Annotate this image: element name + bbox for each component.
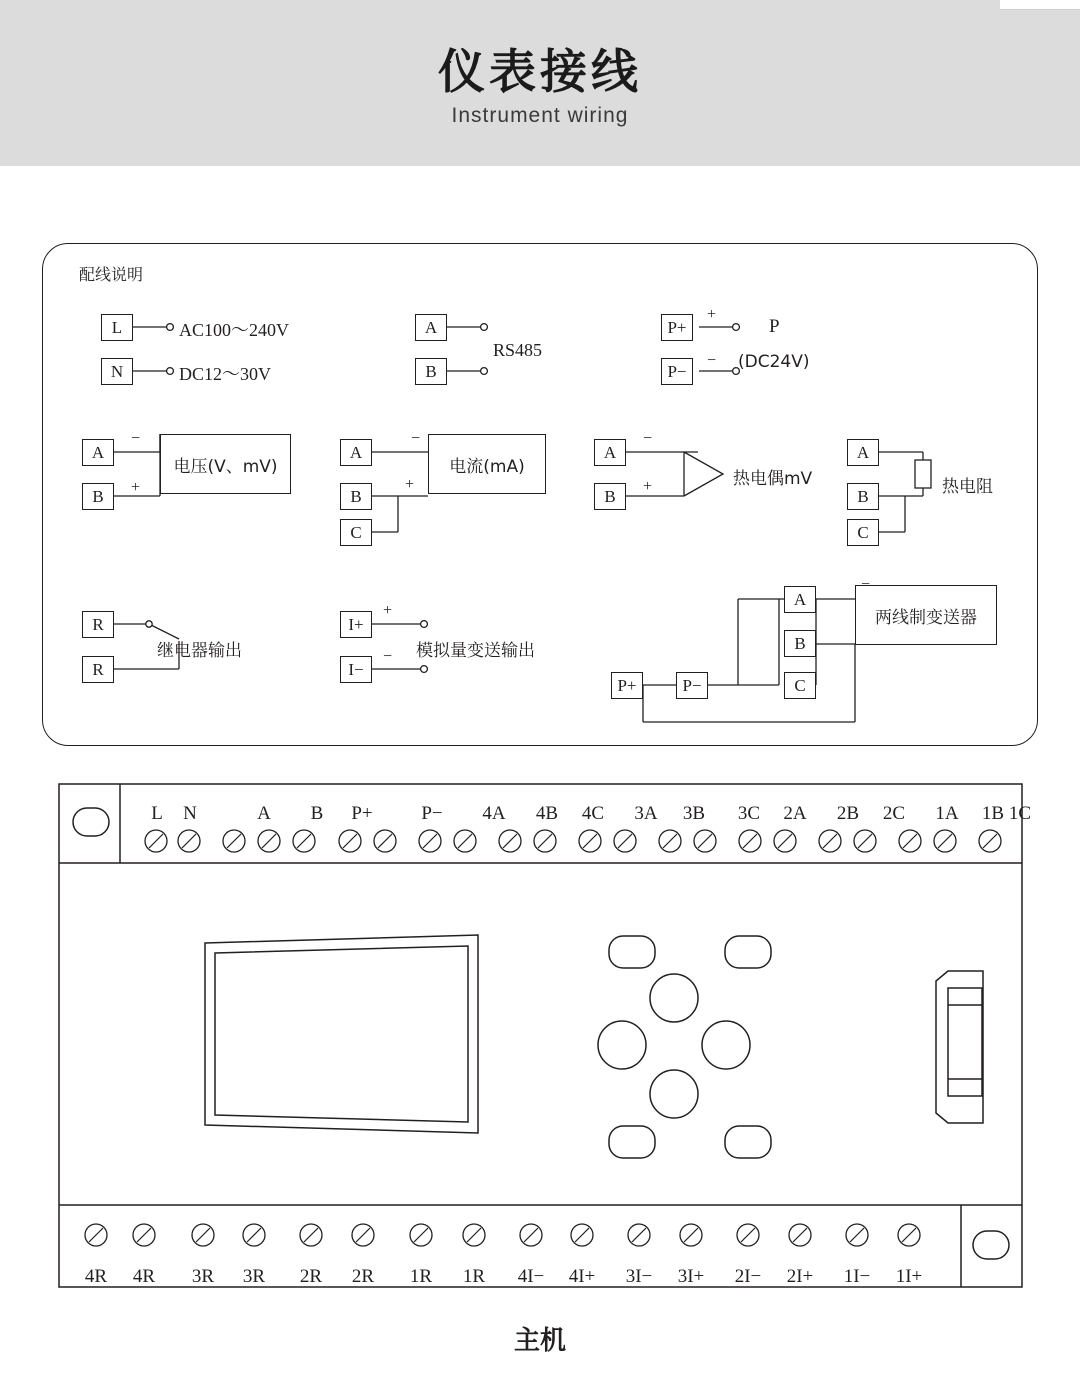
top-terminal-label: A — [257, 803, 271, 824]
terminal-rtd-b: B — [847, 483, 879, 510]
terminal-2w-pplus: P+ — [611, 672, 643, 699]
top-terminal-label: 4A — [482, 803, 506, 824]
terminal-current-b: B — [340, 483, 372, 510]
sign-supply-plus: + — [707, 306, 717, 323]
block-two-wire-transmitter: 两线制变送器 — [855, 585, 997, 645]
top-terminal-label: L — [151, 803, 163, 824]
top-terminal-label: B — [310, 803, 324, 824]
page-header — [0, 10, 1080, 166]
terminal-2w-c: C — [784, 672, 816, 699]
bottom-terminal-label: 4R — [132, 1266, 156, 1287]
bottom-terminal-label: 1R — [409, 1266, 433, 1287]
device-caption: 主机 — [513, 1326, 566, 1356]
bottom-terminal-label: 2I+ — [786, 1266, 814, 1287]
terminal-2w-pminus: P− — [676, 672, 708, 699]
terminal-2w-a: A — [784, 586, 816, 613]
terminal-rtd-c: C — [847, 519, 879, 546]
sign-voltage-plus: + — [131, 479, 141, 496]
bottom-terminal-label: 3I− — [625, 1266, 653, 1287]
label-thermocouple: 热电偶mV — [733, 469, 813, 489]
label-rtd: 热电阻 — [942, 477, 993, 497]
terminal-L: L — [101, 314, 133, 341]
device-svg — [58, 783, 1023, 1288]
bottom-terminal-label: 3R — [242, 1266, 266, 1287]
terminal-p-minus: P− — [661, 358, 693, 385]
label-dc-range: DC12～30V — [179, 364, 272, 384]
bottom-terminal-label: 1I+ — [895, 1266, 923, 1287]
bottom-terminal-label: 2I− — [734, 1266, 762, 1287]
panel-title: 配线说明 — [79, 265, 144, 284]
label-analog-output: 模拟量变送输出 — [416, 641, 535, 661]
terminal-N: N — [101, 358, 133, 385]
label-supply-p: P — [769, 316, 780, 337]
terminal-current-c: C — [340, 519, 372, 546]
terminal-relay-r2: R — [82, 656, 114, 683]
terminal-voltage-b: B — [82, 483, 114, 510]
top-gray-strip — [0, 0, 1080, 10]
top-terminal-label: 4B — [535, 803, 559, 824]
top-terminal-label: 4C — [581, 803, 605, 824]
bottom-terminal-label: 2R — [351, 1266, 375, 1287]
block-current: 电流(mA) — [428, 434, 546, 494]
top-terminal-label: N — [183, 803, 197, 824]
bottom-terminal-label: 1I− — [843, 1266, 871, 1287]
terminal-current-a: A — [340, 439, 372, 466]
sign-current-plus: + — [405, 476, 415, 493]
bottom-terminal-label: 1R — [462, 1266, 486, 1287]
label-supply-dc24v: (DC24V) — [738, 352, 810, 372]
device-illustration — [58, 783, 1032, 1288]
sign-supply-minus: − — [707, 352, 717, 369]
bottom-terminal-label: 3I+ — [677, 1266, 705, 1287]
top-terminal-label: 2A — [783, 803, 807, 824]
terminal-tc-b: B — [594, 483, 626, 510]
wiring-instruction-panel — [42, 243, 1038, 746]
sign-analog-minus: − — [383, 648, 393, 665]
label-relay-output: 继电器输出 — [157, 641, 242, 661]
top-terminal-label: 3B — [682, 803, 706, 824]
sign-voltage-minus: − — [131, 430, 141, 447]
label-rs485: RS485 — [493, 340, 543, 360]
top-terminal-label: 2B — [836, 803, 860, 824]
bottom-terminal-label: 4I+ — [568, 1266, 596, 1287]
bottom-terminal-label: 4R — [84, 1266, 108, 1287]
top-terminal-label: P− — [421, 803, 443, 824]
top-terminal-label: P+ — [351, 803, 373, 824]
terminal-voltage-a: A — [82, 439, 114, 466]
top-terminal-label: 1B — [981, 803, 1005, 824]
terminal-rtd-a: A — [847, 439, 879, 466]
terminal-rs485-a: A — [415, 314, 447, 341]
terminal-relay-r1: R — [82, 611, 114, 638]
bottom-terminal-label: 2R — [299, 1266, 323, 1287]
block-voltage: 电压(V、mV) — [160, 434, 291, 494]
terminal-p-plus: P+ — [661, 314, 693, 341]
top-terminal-label: 2C — [882, 803, 906, 824]
page-title-cn: 仪表接线 — [438, 45, 642, 101]
label-ac-range: AC100～240V — [179, 320, 290, 340]
sign-analog-plus: + — [383, 602, 393, 619]
terminal-iplus: I+ — [340, 611, 372, 638]
top-right-white-tab — [1000, 0, 1080, 10]
sign-tc-minus: − — [643, 430, 653, 447]
page-title-en: Instrument wiring — [451, 103, 629, 127]
terminal-iminus: I− — [340, 656, 372, 683]
terminal-rs485-b: B — [415, 358, 447, 385]
sign-tc-plus: + — [643, 478, 653, 495]
sign-current-minus: − — [411, 430, 421, 447]
top-terminal-label: 1C — [1008, 803, 1032, 824]
terminal-2w-b: B — [784, 630, 816, 657]
top-terminal-label: 3C — [737, 803, 761, 824]
bottom-terminal-label: 3R — [191, 1266, 215, 1287]
terminal-tc-a: A — [594, 439, 626, 466]
top-terminal-label: 3A — [634, 803, 658, 824]
bottom-terminal-label: 4I− — [517, 1266, 545, 1287]
top-terminal-label: 1A — [935, 803, 959, 824]
